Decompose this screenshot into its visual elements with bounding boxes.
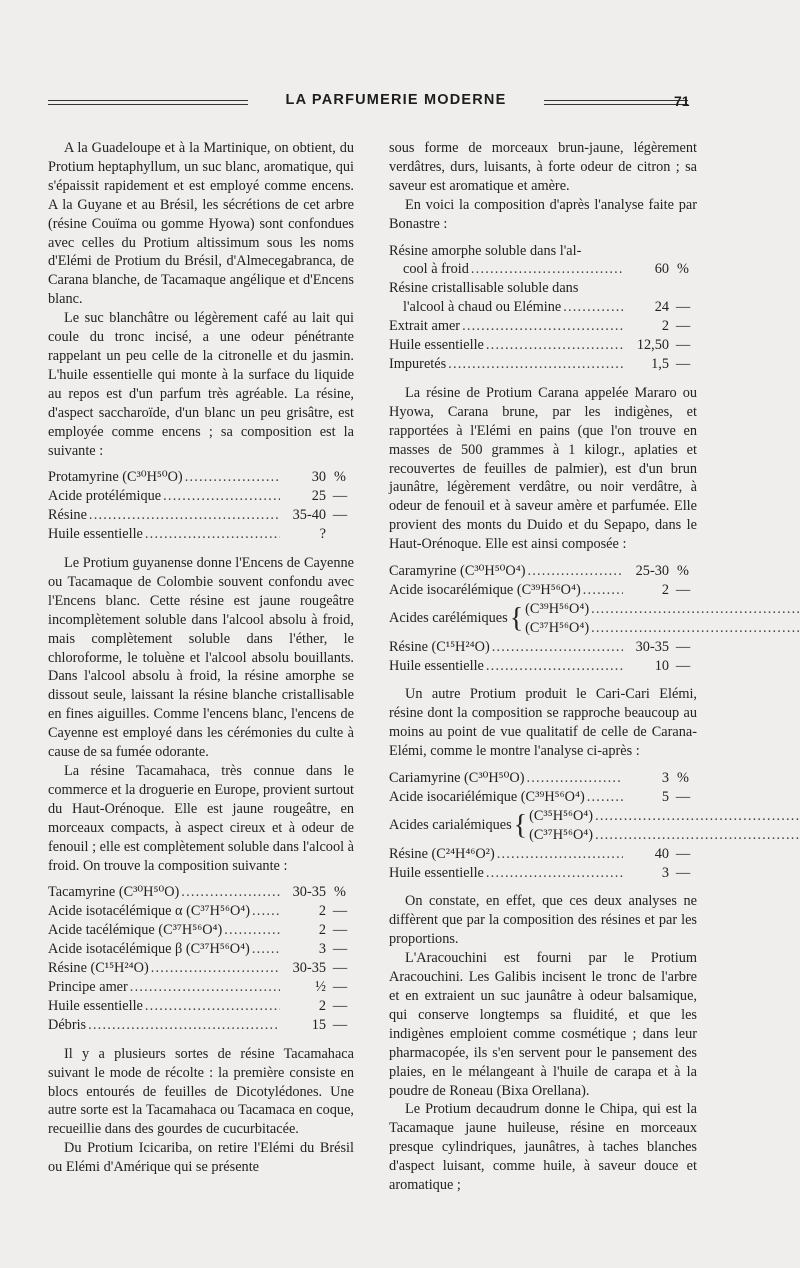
component-formula: (C³⁷H⁵⁶O⁴) <box>529 826 594 843</box>
composition-table-cari-cari <box>389 769 697 882</box>
component-name: Acide isotacélémique α (C³⁷H⁵⁶O⁴) <box>48 903 251 920</box>
component-unit: — <box>332 941 348 958</box>
paragraph: Un autre Protium produit le Cari-Cari Elémi, résine dont la composition se rapproche beaucoup au moins au point de vue qualitatif de celle de Carana-Elémi, comme le montre l'analyse ci-après : <box>389 686 697 760</box>
composition-row <box>48 487 354 506</box>
component-name: Résine (C¹⁵H²⁴O) <box>48 960 149 977</box>
paragraph: A la Guadeloupe et à la Martinique, on obtient, du Protium heptaphyllum, un suc blanc, aromatique, qui s'épaissit rapidement et est employé comme encens. A la Guyane et au Brésil, les sécrétions de cet arbre (résine Couïma ou gomme Hyowa) sont confondues avec celles du Protium altissimum sous les noms d'Elémi de Protium du Brésil, d'Almecegabranca, de Carana blanche, de Tacamaque angélique et d'Encens blanc. <box>48 140 354 308</box>
component-unit: — <box>675 657 691 674</box>
paragraph: Le Protium decaudrum donne le Chipa, qui est la Tacamaque jaune huileuse, résine en morceaux presque cylindriques, jaunâtres, à taches blanches d'aspect luisant, comme huile, à saveur douce et aromatique ; <box>389 1101 697 1194</box>
component-unit: — <box>332 1016 348 1033</box>
component-name: Résine <box>48 507 87 524</box>
composition-row <box>389 638 697 657</box>
left-column <box>48 139 354 1177</box>
composition-row <box>389 788 697 807</box>
composition-row <box>389 260 697 279</box>
composition-row <box>48 902 354 921</box>
component-value: 1,5 <box>651 355 669 372</box>
component-unit: — <box>332 960 348 977</box>
composition-row <box>389 864 697 883</box>
component-unit: % <box>334 884 346 901</box>
component-unit: — <box>675 788 691 805</box>
component-name: Caramyrine (C³⁰H⁵⁰O⁴) <box>389 563 526 580</box>
composition-row <box>389 298 697 317</box>
component-name: Huile essentielle <box>389 657 484 674</box>
composition-row <box>48 1016 354 1035</box>
component-unit: — <box>332 488 348 505</box>
component-name: Acide isotacélémique β (C³⁷H⁵⁶O⁴) <box>48 941 250 958</box>
component-value: 30 <box>311 469 326 486</box>
composition-row <box>48 940 354 959</box>
brace-symbol: { <box>509 602 524 634</box>
component-unit: — <box>332 922 348 939</box>
composition-row <box>48 525 354 544</box>
composition-row <box>389 769 697 788</box>
component-name: Cariamyrine (C³⁰H⁵⁰O) <box>389 770 525 787</box>
component-name: cool à froid <box>403 261 469 278</box>
component-name: Acide isocariélémique (C³⁹H⁵⁶O⁴) <box>389 788 585 805</box>
composition-row-acids <box>389 807 697 845</box>
paragraph: La résine Tacamahaca, très connue dans le commerce et la droguerie en Europe, provient surtout du Haut-Orénoque. Elle est jaune rougeâtre, en morceaux compacts, à aspect cireux et à odeur de fenouil ; elle est complètement soluble dans l'alcool à froid. On trouve la composition suivante : <box>48 763 354 874</box>
component-unit: — <box>675 355 691 372</box>
composition-row <box>48 997 354 1016</box>
paragraph: Le suc blanchâtre ou légèrement café au lait qui coule du tronc incisé, a une odeur pénétrante rappelant un peu celle de la citronelle et du jasmin. L'huile essentielle qui monte à la surface du liquide au repos est d'un parfum très agréable. La résine, d'aspect saccharoïde, d'un blanc un peu grisâtre, est employée comme encens ; sa composition est la suivante : <box>48 310 354 459</box>
composition-subrow <box>525 619 800 638</box>
component-value: 2 <box>318 997 326 1014</box>
composition-row <box>389 581 697 600</box>
composition-row-acids <box>389 600 697 638</box>
component-value: 15 <box>311 1016 326 1033</box>
component-value: 24 <box>654 299 669 316</box>
component-value: 35-40 <box>292 507 326 524</box>
journal-title: LA PARFUMERIE MODERNE <box>285 92 507 108</box>
composition-row <box>389 355 697 374</box>
component-name: l'alcool à chaud ou Elémine <box>403 299 562 316</box>
component-unit: % <box>677 563 689 580</box>
component-unit: — <box>675 299 691 316</box>
composition-row <box>48 883 354 902</box>
component-unit: — <box>332 507 348 524</box>
component-formula: (C³⁹H⁵⁶O⁴) <box>525 600 590 617</box>
composition-row-heading <box>389 279 697 298</box>
component-name: Résine cristallisable soluble dans <box>389 280 579 297</box>
component-name: Huile essentielle <box>389 337 484 354</box>
component-value: 2 <box>318 903 326 920</box>
paragraph: La résine de Protium Carana appelée Mararo ou Hyowa, Carana brune, par les indigènes, et rapportées à l'Elémi en pains (que l'on trouve en masses de 500 grammes à 1 kilogr., aplaties et recouvertes de feuilles de palmier), est d'un brun jaunâtre, légèrement verdâtre, ou noir verdâtre, à odeur de fenouil et à saveur amère et parfumée. Elle provient des monts du Duido et du Sepapo, dans le Haut-Orénoque. Elle est ainsi composée : <box>389 384 697 553</box>
composition-row <box>389 657 697 676</box>
page-number: 71 <box>674 93 690 109</box>
component-value: 30-35 <box>292 884 326 901</box>
composition-subrow <box>529 826 800 845</box>
component-value: 3 <box>661 770 669 787</box>
component-name: Résine amorphe soluble dans l'al- <box>389 242 582 259</box>
composition-subrow <box>525 600 800 619</box>
composition-row <box>389 317 697 336</box>
component-unit: % <box>677 261 689 278</box>
composition-subrow <box>529 807 800 826</box>
component-value: 2 <box>661 581 669 598</box>
component-name: Huile essentielle <box>48 997 143 1014</box>
composition-table-carana <box>389 562 697 675</box>
paragraph: En voici la composition d'après l'analyse faite par Bonastre : <box>389 196 697 232</box>
paragraph: L'Aracouchini est fourni par le Protium Aracouchini. Les Galibis incisent le tronc de l'arbre et en extraient un suc jaunâtre à odeur balsamique, qui conserve longtemps sa fluidité, et que les indigènes emploient comme cosmétique ; dans leur pharmacopée, ils s'en servent pour le pansement des plaies, en le mélangeant à l'huile de carapa et à la poudre de Roneau (Bixa Orellana). <box>389 950 697 1099</box>
component-name: Acide isocarélémique (C³⁹H⁵⁶O⁴) <box>389 581 581 598</box>
component-name: Résine (C¹⁵H²⁴O) <box>389 638 490 655</box>
component-formula: (C³⁷H⁵⁶O⁴) <box>525 619 590 636</box>
component-value: 2 <box>318 922 326 939</box>
component-name: Tacamyrine (C³⁰H⁵⁰O) <box>48 884 180 901</box>
component-unit: — <box>332 978 348 995</box>
component-name: Résine (C²⁴H⁴⁶O²) <box>389 845 495 862</box>
component-name: Acide protélémique <box>48 488 162 505</box>
component-name: Impuretés <box>389 355 447 372</box>
component-name: Huile essentielle <box>48 526 143 543</box>
component-value: 25-30 <box>635 563 669 580</box>
brace-symbol: { <box>513 809 528 841</box>
component-value: 10 <box>654 657 669 674</box>
component-name: Débris <box>48 1016 87 1033</box>
component-unit: — <box>332 997 348 1014</box>
running-header <box>48 90 688 118</box>
component-unit: — <box>675 864 691 881</box>
composition-table-bonastre <box>389 242 697 374</box>
header-rule-right <box>544 100 688 105</box>
component-value: 30-35 <box>292 960 326 977</box>
component-value: 5 <box>661 788 669 805</box>
composition-row <box>48 959 354 978</box>
component-name: Principe amer <box>48 978 128 995</box>
paragraph: Du Protium Icicariba, on retire l'Elémi du Brésil ou Elémi d'Amérique qui se présente <box>48 1140 354 1176</box>
composition-row <box>389 562 697 581</box>
component-unit: — <box>675 845 691 862</box>
component-name: Extrait amer <box>389 318 461 335</box>
component-name: Huile essentielle <box>389 864 484 881</box>
paragraph: sous forme de morceaux brun-jaune, légèrement verdâtres, durs, luisants, à forte odeur de citron ; sa saveur est aromatique et amère. <box>389 140 697 194</box>
component-name: Acides carélémiques <box>389 610 508 627</box>
component-value: ½ <box>315 978 326 995</box>
right-column <box>389 139 697 1195</box>
component-unit: % <box>677 770 689 787</box>
component-formula: (C³⁵H⁵⁶O⁴) <box>529 807 594 824</box>
composition-row <box>389 845 697 864</box>
component-value: 12,50 <box>636 337 669 354</box>
composition-row <box>48 468 354 487</box>
paragraph: Il y a plusieurs sortes de résine Tacamahaca suivant le mode de récolte : la première consiste en blocs entourés de feuilles de Dicotylédones. Une autre sorte est la Tacamahaca ou Tacamaca en coque, recueillie dans des gourdes de cucurbitacée. <box>48 1045 354 1138</box>
composition-table-tacamahaca <box>48 883 354 1034</box>
composition-table-protium-heptaphyllum <box>48 468 354 544</box>
component-unit: — <box>675 318 691 335</box>
component-name: Protamyrine (C³⁰H⁵⁰O) <box>48 469 183 486</box>
composition-row <box>48 506 354 525</box>
component-value: 60 <box>654 261 669 278</box>
paragraph: On constate, en effet, que ces deux analyses ne diffèrent que par la composition des résines et par les proportions. <box>389 893 697 948</box>
component-value: 40 <box>654 845 669 862</box>
composition-row-heading <box>389 242 697 261</box>
component-unit: — <box>675 638 691 655</box>
component-value: 25 <box>311 488 326 505</box>
composition-row <box>48 978 354 997</box>
component-value: 3 <box>661 864 669 881</box>
header-rule-left <box>48 100 248 105</box>
component-value: ? <box>319 526 326 543</box>
composition-row <box>48 921 354 940</box>
component-value: 2 <box>661 318 669 335</box>
component-unit: % <box>334 469 346 486</box>
composition-row <box>389 336 697 355</box>
component-name: Acide tacélémique (C³⁷H⁵⁶O⁴) <box>48 922 223 939</box>
component-unit: — <box>675 581 691 598</box>
component-unit: — <box>332 903 348 920</box>
component-unit: — <box>675 337 691 354</box>
component-name: Acides carialémiques <box>389 817 512 834</box>
component-value: 3 <box>318 941 326 958</box>
component-value: 30-35 <box>635 638 669 655</box>
paragraph: Le Protium guyanense donne l'Encens de Cayenne ou Tacamaque de Colombie souvent confondu avec l'Encens blanc. Cette résine est jaune rougeâtre incomplètement soluble dans l'alcool absolu à froid, mais complètement soluble dans l'éther, le chloroforme, le toluène et l'alcool absolu bouillants. Dans l'alcool absolu à froid, la résine amorphe se dissout seule, laissant la résine blanche cristallisable en fines aiguilles. Comme l'encens blanc, l'encens de Cayenne est employé dans les cérémonies du culte à cause de sa fumée odorante. <box>48 555 354 761</box>
